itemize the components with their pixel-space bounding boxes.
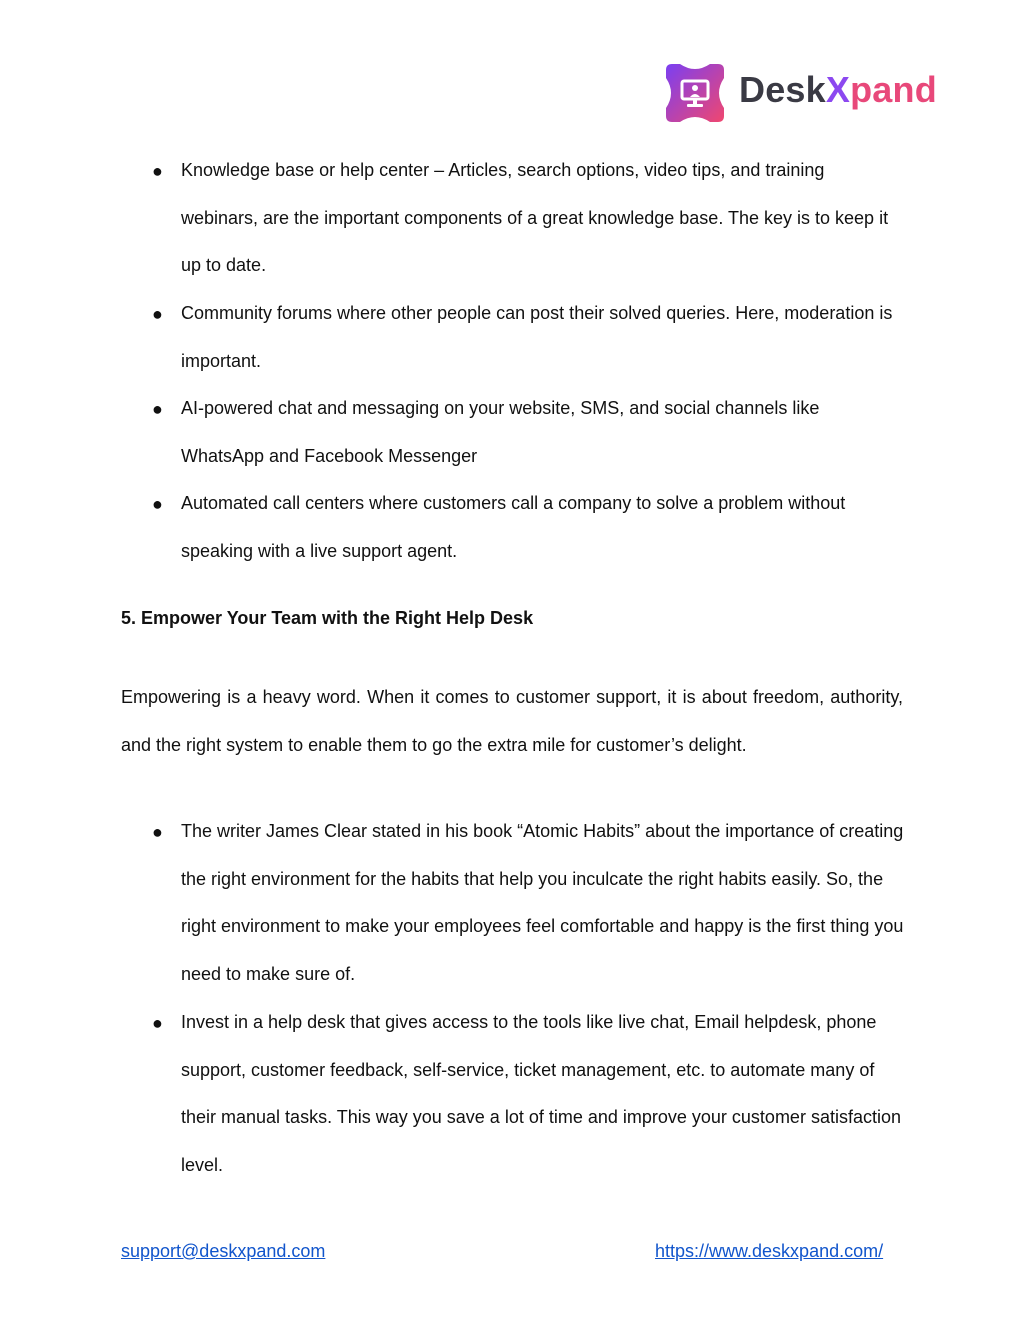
empower-list bbox=[0, 808, 1024, 1190]
bullet-icon: ● bbox=[152, 399, 163, 419]
list-item-text: Knowledge base or help center – Articles, search options, video tips, and training webinars, are the important components of a great knowledge base. The key is to keep it up to date. bbox=[181, 160, 889, 276]
deskxpand-logo bbox=[662, 60, 942, 130]
list-item-text: The writer James Clear stated in his book “Atomic Habits” about the importance of creating the right environment for the habits that help you inculcate the right habits easily. So, the right environment to make your employees feel comfortable and happy is the first thing you need to make sure of. bbox=[181, 821, 904, 984]
bullet-icon: ● bbox=[152, 304, 163, 324]
deskxpand-logo-icon bbox=[662, 60, 728, 126]
bullet-icon: ● bbox=[152, 161, 163, 181]
section-heading: 5. Empower Your Team with the Right Help Desk bbox=[121, 608, 534, 628]
list-item-text: Automated call centers where customers call a company to solve a problem without speaking with a live support agent. bbox=[181, 493, 846, 561]
channels-list bbox=[0, 147, 1024, 575]
logo-text-pand: pand bbox=[850, 69, 937, 110]
footer-email-link[interactable]: support@deskxpand.com bbox=[121, 1241, 326, 1261]
logo-text-desk: Desk bbox=[739, 69, 826, 110]
list-item-text: Invest in a help desk that gives access to the tools like live chat, Email helpdesk, phone support, customer feedback, self-service, ticket management, etc. to automate many of their manual tasks. This way you save a lot of time and improve your customer satisfaction level. bbox=[181, 1012, 901, 1175]
list-item bbox=[0, 290, 1024, 385]
list-item bbox=[0, 808, 1024, 999]
list-item bbox=[0, 147, 1024, 290]
list-item bbox=[0, 385, 1024, 480]
bullet-icon: ● bbox=[152, 494, 163, 514]
list-item-text: AI-powered chat and messaging on your website, SMS, and social channels like WhatsApp and Facebook Messenger bbox=[181, 398, 820, 466]
footer-website-link[interactable]: https://www.deskxpand.com/ bbox=[655, 1241, 884, 1261]
bullet-icon: ● bbox=[152, 1013, 163, 1033]
logo-wordmark bbox=[739, 70, 937, 110]
list-item-text: Community forums where other people can post their solved queries. Here, moderation is important. bbox=[181, 303, 893, 371]
logo-text-x: X bbox=[825, 69, 851, 110]
bullet-icon: ● bbox=[152, 822, 163, 842]
list-item bbox=[0, 480, 1024, 575]
section-paragraph: Empowering is a heavy word. When it comes to customer support, it is about freedom, authority, and the right system to enable them to go the extra mile for customer’s delight. bbox=[121, 687, 903, 755]
list-item bbox=[0, 999, 1024, 1190]
